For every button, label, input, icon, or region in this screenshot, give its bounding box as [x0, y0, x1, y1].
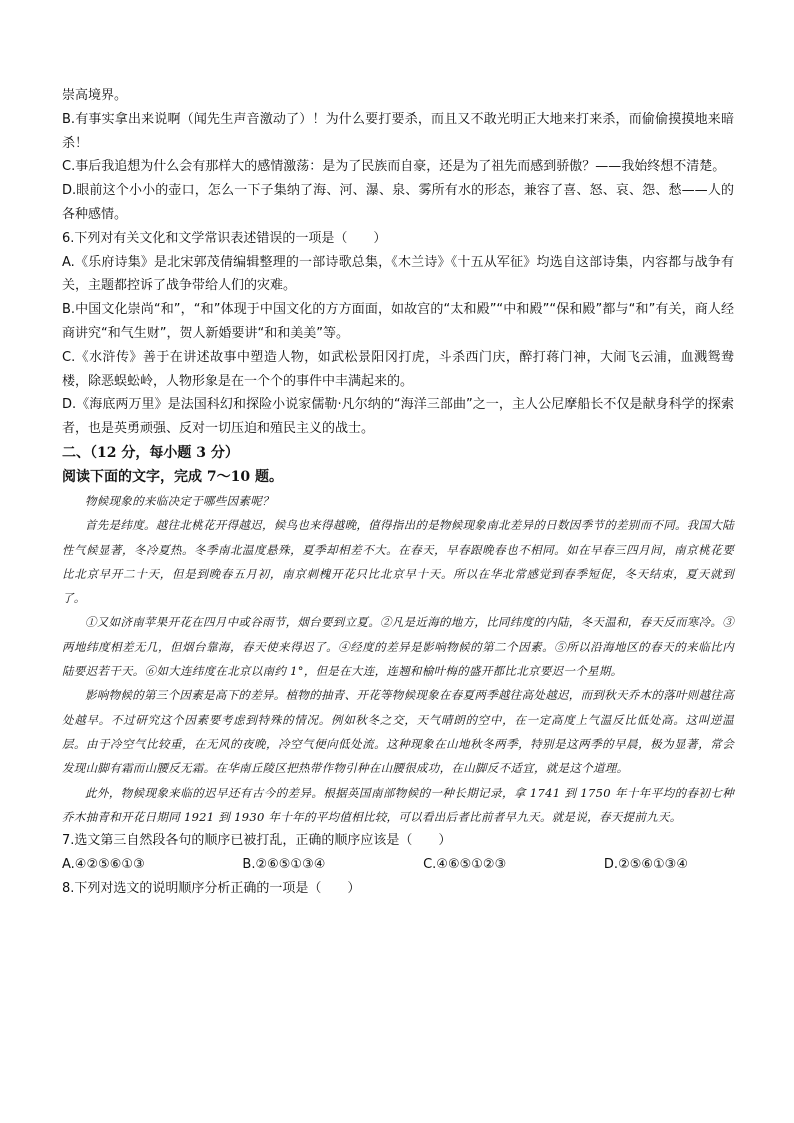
q7-option-d[interactable]: D.②⑤⑥①③④ — [603, 856, 688, 872]
q5-option-a-tail: 崇高境界。 — [62, 88, 128, 103]
passage-paragraph-3: 影响物候的第三个因素是高下的差异。植物的抽青、开花等物候现象在春夏两季越往高处越迟，而到秋天乔木的落叶则越往高处越早。不过研究这个因素要考虑到特殊的情况。例如秋冬之交，天气晴朗的空中，在一定高度上气温反比低处高。这叫逆温层。由于冷空气比较重，在无风的夜晚，冷空气便向低处流。这种现象在山地秋冬两季，特别是这两季的早晨，极为显著，常会发现山脚有霜而山腰反无霜。在华南丘陵区把热带作物引种在山腰很成功，在山脚反不适宜，就是这个道理。 — [62, 688, 734, 776]
q5-option-b: B.有事实拿出来说啊（闻先生声音激动了）！为什么要打要杀，而且又不敢光明正大地来打来杀，而偷偷摸摸地来暗杀！ — [62, 111, 734, 151]
q7-stem: 7.选文第三自然段各句的顺序已被打乱，正确的顺序应该是（ ） — [62, 833, 452, 849]
exam-page — [62, 84, 734, 901]
q8-stem: 8.下列对选文的说明顺序分析正确的一项是（ ） — [62, 880, 361, 896]
q5-option-d: D.眼前这个小小的壶口，怎么一下子集纳了海、河、瀑、泉、雾所有水的形态，兼容了喜、怒、哀、怨、愁——人的各种感情。 — [62, 183, 734, 222]
section-instruction: 阅读下面的文字，完成 7～10 题。 — [62, 468, 283, 485]
passage-paragraph-1: 首先是纬度。越往北桃花开得越迟，候鸟也来得越晚，值得指出的是物候现象南北差异的日数因季节的差别而不同。我国大陆性气候显著，冬冷夏热。冬季南北温度悬殊，夏季却相差不大。在春天，早春跟晚春也不相同。如在早春三四月间，南京桃花要比北京早开二十天，但是到晚春五月初，南京刺槐开花只比北京早十天。所以在华北常感觉到春季短促，冬天结束，夏天就到了。 — [62, 518, 734, 606]
passage-title: 物候现象的来临决定于哪些因素呢？ — [85, 493, 274, 508]
q6-option-c: C.《水浒传》善于在讲述故事中塑造人物，如武松景阳冈打虎，斗杀西门庆，醉打蒋门神，大闹飞云浦，血溅鸳鸯楼，除恶蜈蚣岭，人物形象是在一个个的事件中丰满起来的。 — [62, 349, 734, 389]
passage-paragraph-4: 此外，物候现象来临的迟早还有古今的差异。根据英国南部物候的一种长期记录，拿 1741 到 1750 年十年平均的春初七种乔木抽青和开花日期同 1921 到 1930 年十年的平均值相比较，可以看出后者比前者早九天。就是说，春天提前九天。 — [62, 785, 734, 824]
q6-option-d: D.《海底两万里》是法国科幻和探险小说家儒勒·凡尔纳的“海洋三部曲”之一，主人公尼摩船长不仅是献身科学的探索者，也是英勇顽强、反对一切压迫和殖民主义的战士。 — [62, 397, 734, 437]
q7-option-b[interactable]: B.②⑥⑤①③④ — [242, 856, 326, 872]
q6-stem: 6.下列对有关文化和文学常识表述错误的一项是（ ） — [62, 230, 387, 246]
section-heading: 二、（12 分，每小题 3 分） — [62, 444, 239, 461]
q7-option-c[interactable]: C.④⑥⑤①②③ — [423, 856, 507, 872]
q7-option-a[interactable]: A.④②⑤⑥①③ — [62, 856, 145, 872]
q7-options — [62, 853, 734, 877]
q6-option-b: B.中国文化崇尚“和”，“和”体现于中国文化的方方面面，如故宫的“太和殿”“中和殿”“保和殿”都与“和”有关，商人经商讲究“和气生财”，贺人新婚要讲“和和美美”等。 — [62, 302, 734, 341]
q5-option-c: C.事后我追想为什么会有那样大的感情激荡：是为了民族而自豪，还是为了祖先而感到骄傲？——我始终想不清楚。 — [62, 159, 726, 175]
passage-paragraph-2: ①又如济南苹果开花在四月中或谷雨节，烟台要到立夏。②凡是近海的地方，比同纬度的内陆，冬天温和，春天反而寒冷。③两地纬度相差无几，但烟台靠海，春天使来得迟了。④经度的差异是影响物候的第二个因素。⑤所以沿海地区的春天的来临比内陆要迟若干天。⑥如大连纬度在北京以南约 1°，但是在大连，连翘和榆叶梅的盛开都比北京要迟一个星期。 — [62, 615, 734, 679]
q6-option-a: A.《乐府诗集》是北宋郭茂倩编辑整理的一部诗歌总集，《木兰诗》《十五从军征》均选自这部诗集，内容都与战争有关，主题都控诉了战争带给人们的灾难。 — [62, 254, 734, 294]
